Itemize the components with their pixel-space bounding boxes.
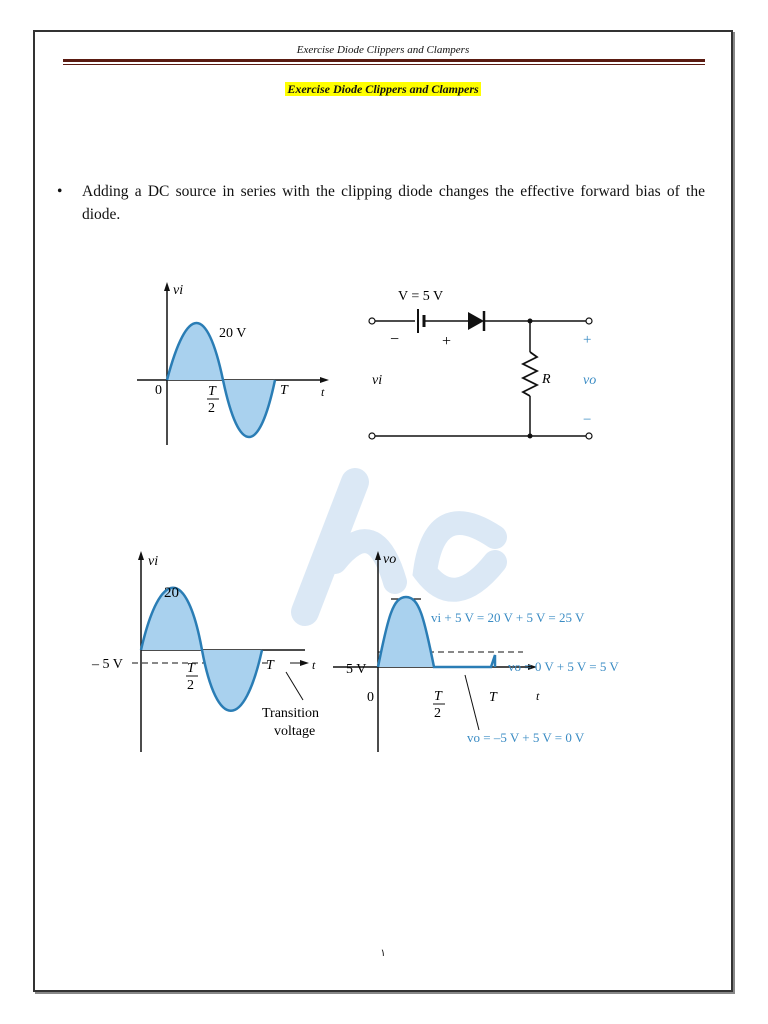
battery-plus-label: + [442,333,452,350]
bullet-icon: • [57,183,63,200]
zero-equation: vo = –5 V + 5 V = 0 V [467,730,585,745]
output-waveform-figure [333,547,693,757]
output-plus-label: + [583,332,592,348]
output-y-axis-label: vo [383,552,397,567]
battery-minus-label: − [390,331,400,348]
clipper-circuit-figure [360,282,610,442]
input-half-period-num: T [208,384,216,399]
bullet-paragraph [57,180,705,226]
input-period-label: T [280,383,288,398]
output-half-period-den: 2 [434,706,441,721]
header-rule-thin [63,64,705,65]
peak-equation: vi + 5 V = 20 V + 5 V = 25 V [431,610,585,625]
shifted-peak-label: 20 [164,585,179,601]
output-half-period-num: T [434,689,442,704]
level-equation: vo = 0 V + 5 V = 5 V [508,659,619,674]
document-title [35,80,731,98]
shifted-period-label: T [266,658,274,673]
page-number: ١ [380,948,386,959]
transition-label-line1: Transition [262,706,320,721]
resistor-label: R [542,372,551,387]
output-period-label: T [489,690,497,705]
shifted-offset-label: – 5 V [92,657,123,672]
shifted-x-axis-label: t [312,658,316,672]
shifted-y-axis-label: vi [148,554,159,569]
circuit-output-label: vo [583,373,597,388]
output-x-axis-label: t [536,689,540,703]
header-rule-thick [63,59,705,62]
shifted-input-figure [90,547,350,757]
output-minus-label: − [583,412,592,428]
dc-source-label: V = 5 V [398,289,444,304]
circuit-input-label: vi [372,373,383,388]
shifted-half-period-den: 2 [187,678,194,693]
document-title-text: Exercise Diode Clippers and Clampers [287,82,479,96]
output-origin-label: 0 [367,690,374,705]
running-header: Exercise Diode Clippers and Clampers [296,44,470,56]
input-half-period-den: 2 [208,401,215,416]
transition-label-line2: voltage [274,724,316,739]
input-origin-label: 0 [155,383,162,398]
output-level-label: 5 V [346,662,367,677]
input-x-axis-label: t [321,385,325,399]
shifted-half-period-num: T [187,661,195,676]
input-amplitude-label: 20 V [219,326,247,341]
bullet-text: Adding a DC source in series with the clipping diode changes the effective forward bias of the diode. [82,183,705,223]
document-page [33,30,733,992]
input-y-axis-label: vi [173,283,184,298]
input-waveform-figure [135,280,335,450]
